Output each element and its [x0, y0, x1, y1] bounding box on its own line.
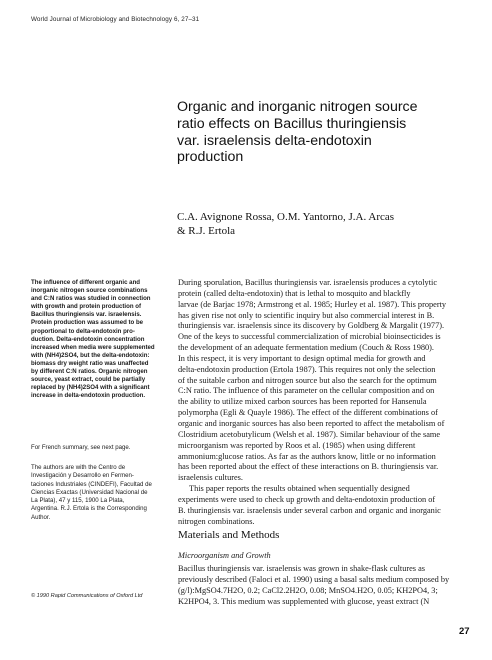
body-line: Bacillus thuringiensis var. israelensis was grown in shake-flask cultures as: [178, 564, 426, 573]
body-line: One of the keys to successful commercialization of microbial bioinsecticides is: [178, 332, 441, 342]
body-line: larvae (de Barjac 1978; Armstrong et al. 1985; Hurley et al. 1987). This property: [178, 299, 447, 309]
abstract-line: proportional to delta-endotoxin pro-: [31, 327, 135, 335]
abstract-line: Protein production was assumed to be: [31, 319, 144, 327]
author-line: & R.J. Ertola: [177, 224, 236, 237]
abstract-line: increased when media were supplemented: [31, 343, 155, 351]
introduction-text: [178, 278, 478, 527]
abstract-line: The influence of different organic and: [31, 279, 141, 286]
author-affiliation: [31, 464, 167, 522]
body-line: experiments were used to check up growth and delta-endotoxin production of: [178, 494, 436, 504]
body-line: K2HPO4, 3. This medium was supplemented with glucose, yeast extract (N: [178, 596, 430, 606]
body-line: organic and inorganic sources has also been reported to affect the metabolism of: [178, 418, 445, 428]
abstract-line: by different C:N ratios. Organic nitrogen: [31, 368, 148, 376]
author-line: C.A. Avignone Rossa, O.M. Yantorno, J.A. Arcas: [177, 211, 395, 223]
abstract-line: increase in delta-endotoxin production.: [31, 392, 146, 400]
body-line: thuringiensis var. israelensis since its discovery by Goldberg & Margalit (1977).: [178, 321, 445, 331]
abstract-line: with (NH4)2SO4, but the delta-endotoxin:: [31, 351, 150, 359]
french-summary-note: [31, 444, 130, 451]
affiliation-line: Ciencias Exactas (Universidad Nacional de: [31, 488, 148, 496]
affiliation-line: Argentina. R.J. Ertola is the Corresponding: [31, 505, 147, 513]
body-line: has given rise not only to scientific inquiry but also commercial interest in B.: [178, 310, 435, 320]
body-line: C:N ratio. The influence of this parameter on the cellular composition and on: [178, 386, 435, 396]
body-line: Clostridium acetobutylicum (Welsh et al. 1987). Similar behaviour of the same: [178, 429, 441, 439]
methods-text: [178, 564, 478, 607]
affiliation-line: taciones Industriales (CINDEFI), Facultad de: [31, 480, 152, 488]
body-line: of the suitable carbon and nitrogen source but also the search for the optimum: [178, 375, 437, 385]
body-line: microorganism was reported by Roos et al. (1985) when using different: [178, 440, 416, 450]
page-number: 27: [459, 626, 470, 637]
body-line: protein (called delta-endotoxin) that is lethal to mosquito and blackfly: [178, 288, 411, 298]
affiliation-line: La Plata), 47 y 115, 1900 La Plata,: [31, 497, 125, 505]
body-line: delta-endotoxin production (Ertola 1987). This requires not only the selection: [178, 364, 436, 374]
abstract-line: Bacillus thuringiensis var. israelensis.: [31, 311, 142, 319]
affiliation-line: The authors are with the Centro de: [31, 464, 126, 471]
abstract-line: source, yeast extract, could be partially: [31, 376, 146, 384]
abstract-line: replaced by (NH4)2SO4 with a significant: [31, 384, 150, 392]
title-line: var. israelensis delta-endotoxin: [177, 132, 372, 149]
affiliation-line: Author.: [31, 513, 51, 521]
title-line: production: [177, 149, 244, 166]
title-line: Organic and inorganic nitrogen source: [177, 99, 418, 115]
body-line: ammonium:glucose ratios. As far as the authors know, little or no information: [178, 451, 436, 461]
section-heading: Materials and Methods: [178, 529, 280, 541]
body-line: (g/l):MgSO4.7H2O, 0.2; CaCl2.2H2O, 0.08; MnSO4.H2O, 0.05; KH2PO4, 3;: [178, 585, 438, 595]
body-line: B. thuringiensis var. israelensis under several carbon and organic and inorganic: [178, 505, 441, 515]
body-line: the ability to utilize mixed carbon sources has been reported for Hansenula: [178, 397, 427, 407]
abstract-line: with growth and protein production of: [31, 303, 142, 311]
abstract-line: inorganic nitrogen source combinations: [31, 287, 148, 295]
french-summary-text: For French summary, see next page.: [31, 444, 131, 451]
body-line: polymorpha (Egli & Quayle 1986). The effect of the different combinations of: [178, 408, 438, 418]
abstract-line: biomass dry weight ratio was unaffected: [31, 359, 149, 367]
copyright-notice: © 1990 Rapid Communications of Oxford Ltd: [31, 593, 143, 599]
body-line: previously described (Faloci et al. 1990) using a basal salts medium composed by: [178, 574, 450, 584]
abstract-line: duction. Delta-endotoxin concentration: [31, 335, 145, 343]
body-line: israelensis cultures.: [178, 473, 243, 483]
author-list: [177, 211, 477, 238]
article-title: [177, 99, 477, 166]
title-line: ratio effects on Bacillus thuringiensis: [177, 115, 407, 132]
abstract: [31, 279, 167, 400]
body-line: During sporulation, Bacillus thuringiensis var. israelensis produces a cytolytic: [178, 278, 437, 287]
body-line: the development of an adequate fermentation medium (Couch & Ross 1980).: [178, 343, 434, 353]
affiliation-line: Investigación y Desarrollo en Fermen-: [31, 472, 134, 480]
subsection-heading: Microorganism and Growth: [178, 551, 271, 560]
body-line: In this respect, it is very important to design optimal media for growth and: [178, 353, 426, 363]
body-line: This paper reports the results obtained when sequentially designed: [189, 484, 410, 494]
body-line: has been reported about the effect of these interactions on B. thuringiensis var.: [178, 462, 439, 472]
abstract-line: and C:N ratios was studied in connection: [31, 295, 151, 303]
journal-citation: World Journal of Microbiology and Biotechnology 6, 27–31: [31, 16, 200, 23]
body-line: nitrogen combinations.: [178, 516, 255, 526]
